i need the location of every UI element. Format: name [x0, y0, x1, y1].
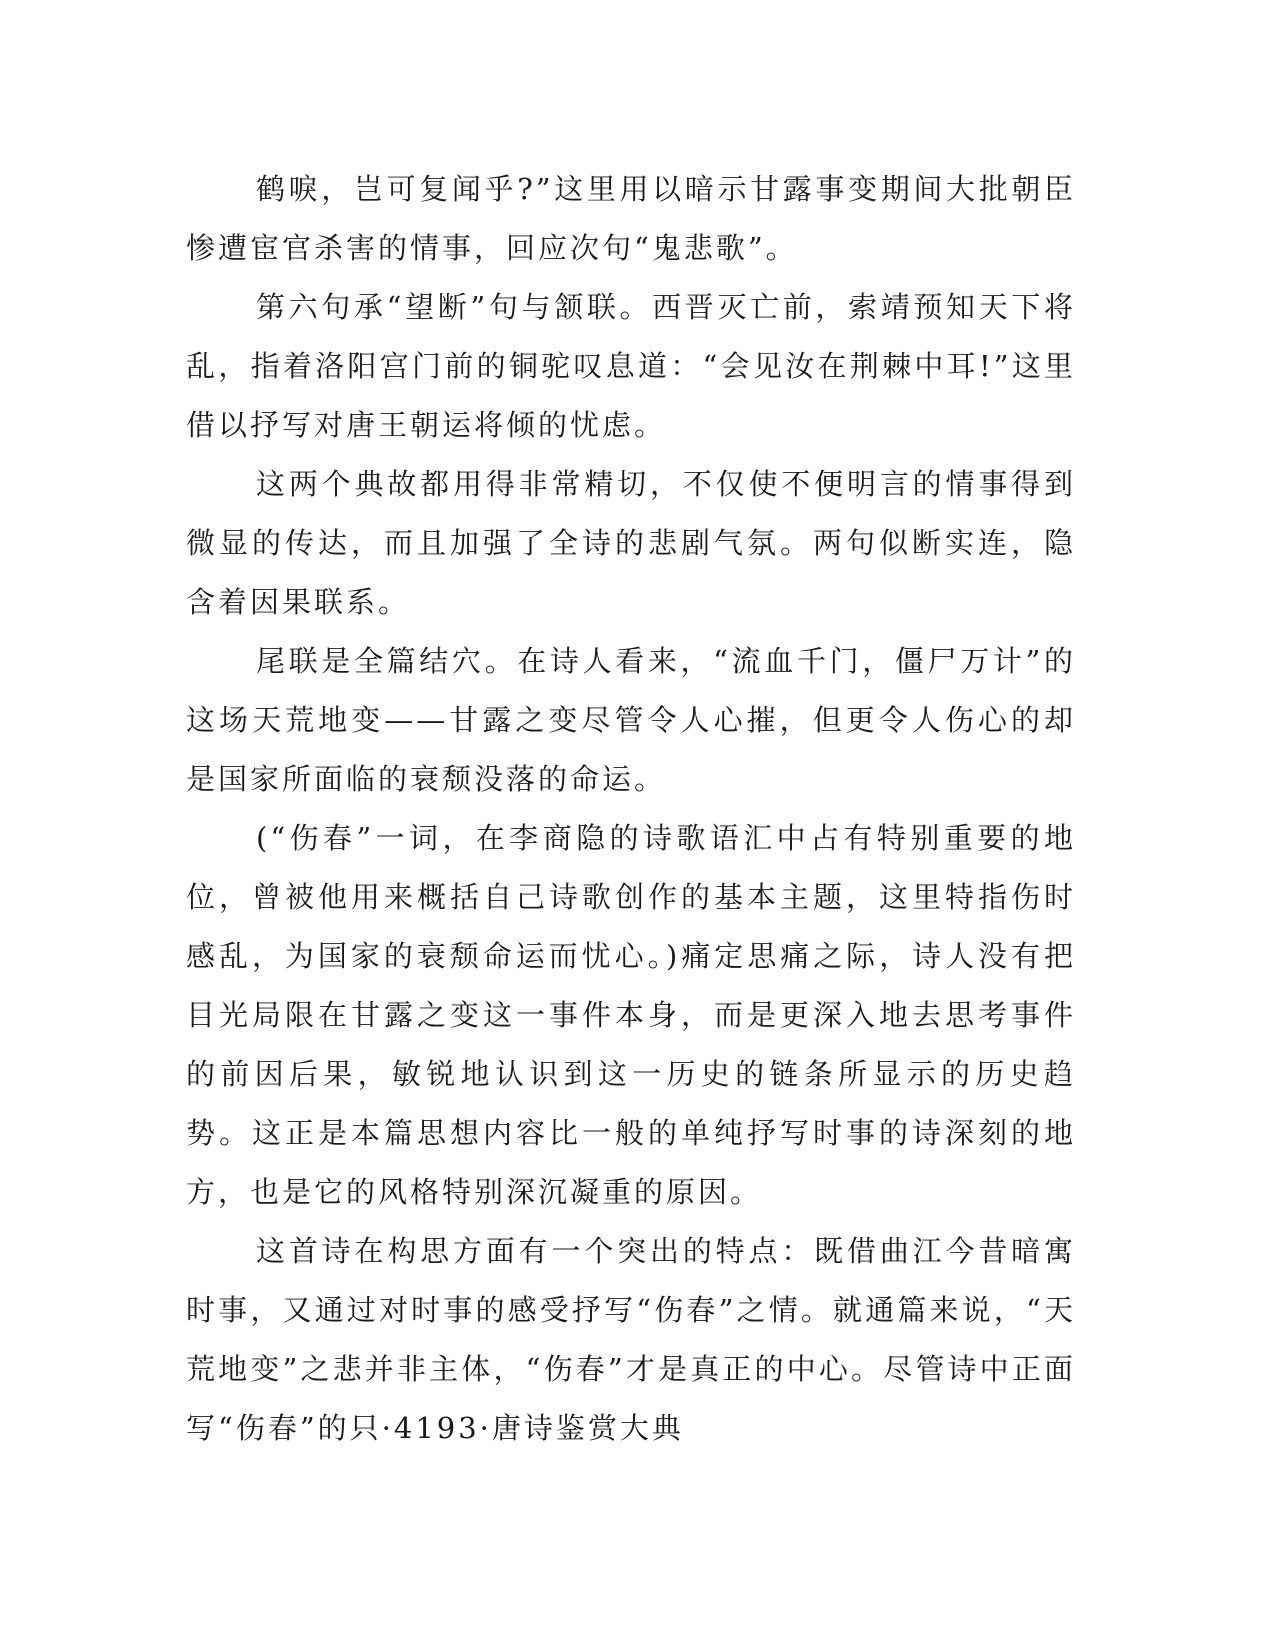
paragraph-3: 这两个典故都用得非常精切，不仅使不便明言的情事得到微显的传达，而且加强了全诗的悲剧气氛。两句似断实连，隐含着因果联系。	[186, 467, 1076, 619]
paragraph-5: (“伤春”一词，在李商隐的诗歌语汇中占有特别重要的地位，曾被他用来概括自己诗歌创作的基本主题，这里特指伤时感乱，为国家的衰颓命运而忧心。)痛定思痛之际，诗人没有把目光局限在甘露之变这一事件本身，而是更深入地去思考事件的前因后果，敏锐地认识到这一历史的链条所显示的历史趋势。这正是本篇思想内容比一般的单纯抒写时事的诗深刻的地方，也是它的风格特别深沉凝重的原因。	[186, 821, 1076, 1209]
paragraph-1: 鹤唳，岂可复闻乎?”这里用以暗示甘露事变期间大批朝臣惨遭宦官杀害的情事，回应次句“鬼悲歌”。	[186, 172, 1076, 265]
paragraph-4: 尾联是全篇结穴。在诗人看来，“流血千门，僵尸万计”的这场天荒地变——甘露之变尽管令人心摧，但更令人伤心的却是国家所面临的衰颓没落的命运。	[186, 644, 1076, 796]
article-body	[186, 160, 1076, 1458]
paragraph-6: 这首诗在构思方面有一个突出的特点：既借曲江今昔暗寓时事，又通过对时事的感受抒写“伤春”之情。就通篇来说，“天荒地变”之悲并非主体，“伤春”才是真正的中心。尽管诗中正面写“伤春”的只·4193·唐诗鉴赏大典	[186, 1234, 1076, 1445]
paragraph-2: 第六句承“望断”句与颔联。西晋灭亡前，索靖预知天下将乱，指着洛阳宫门前的铜驼叹息道：“会见汝在荆棘中耳!”这里借以抒写对唐王朝运将倾的忧虑。	[186, 290, 1076, 442]
